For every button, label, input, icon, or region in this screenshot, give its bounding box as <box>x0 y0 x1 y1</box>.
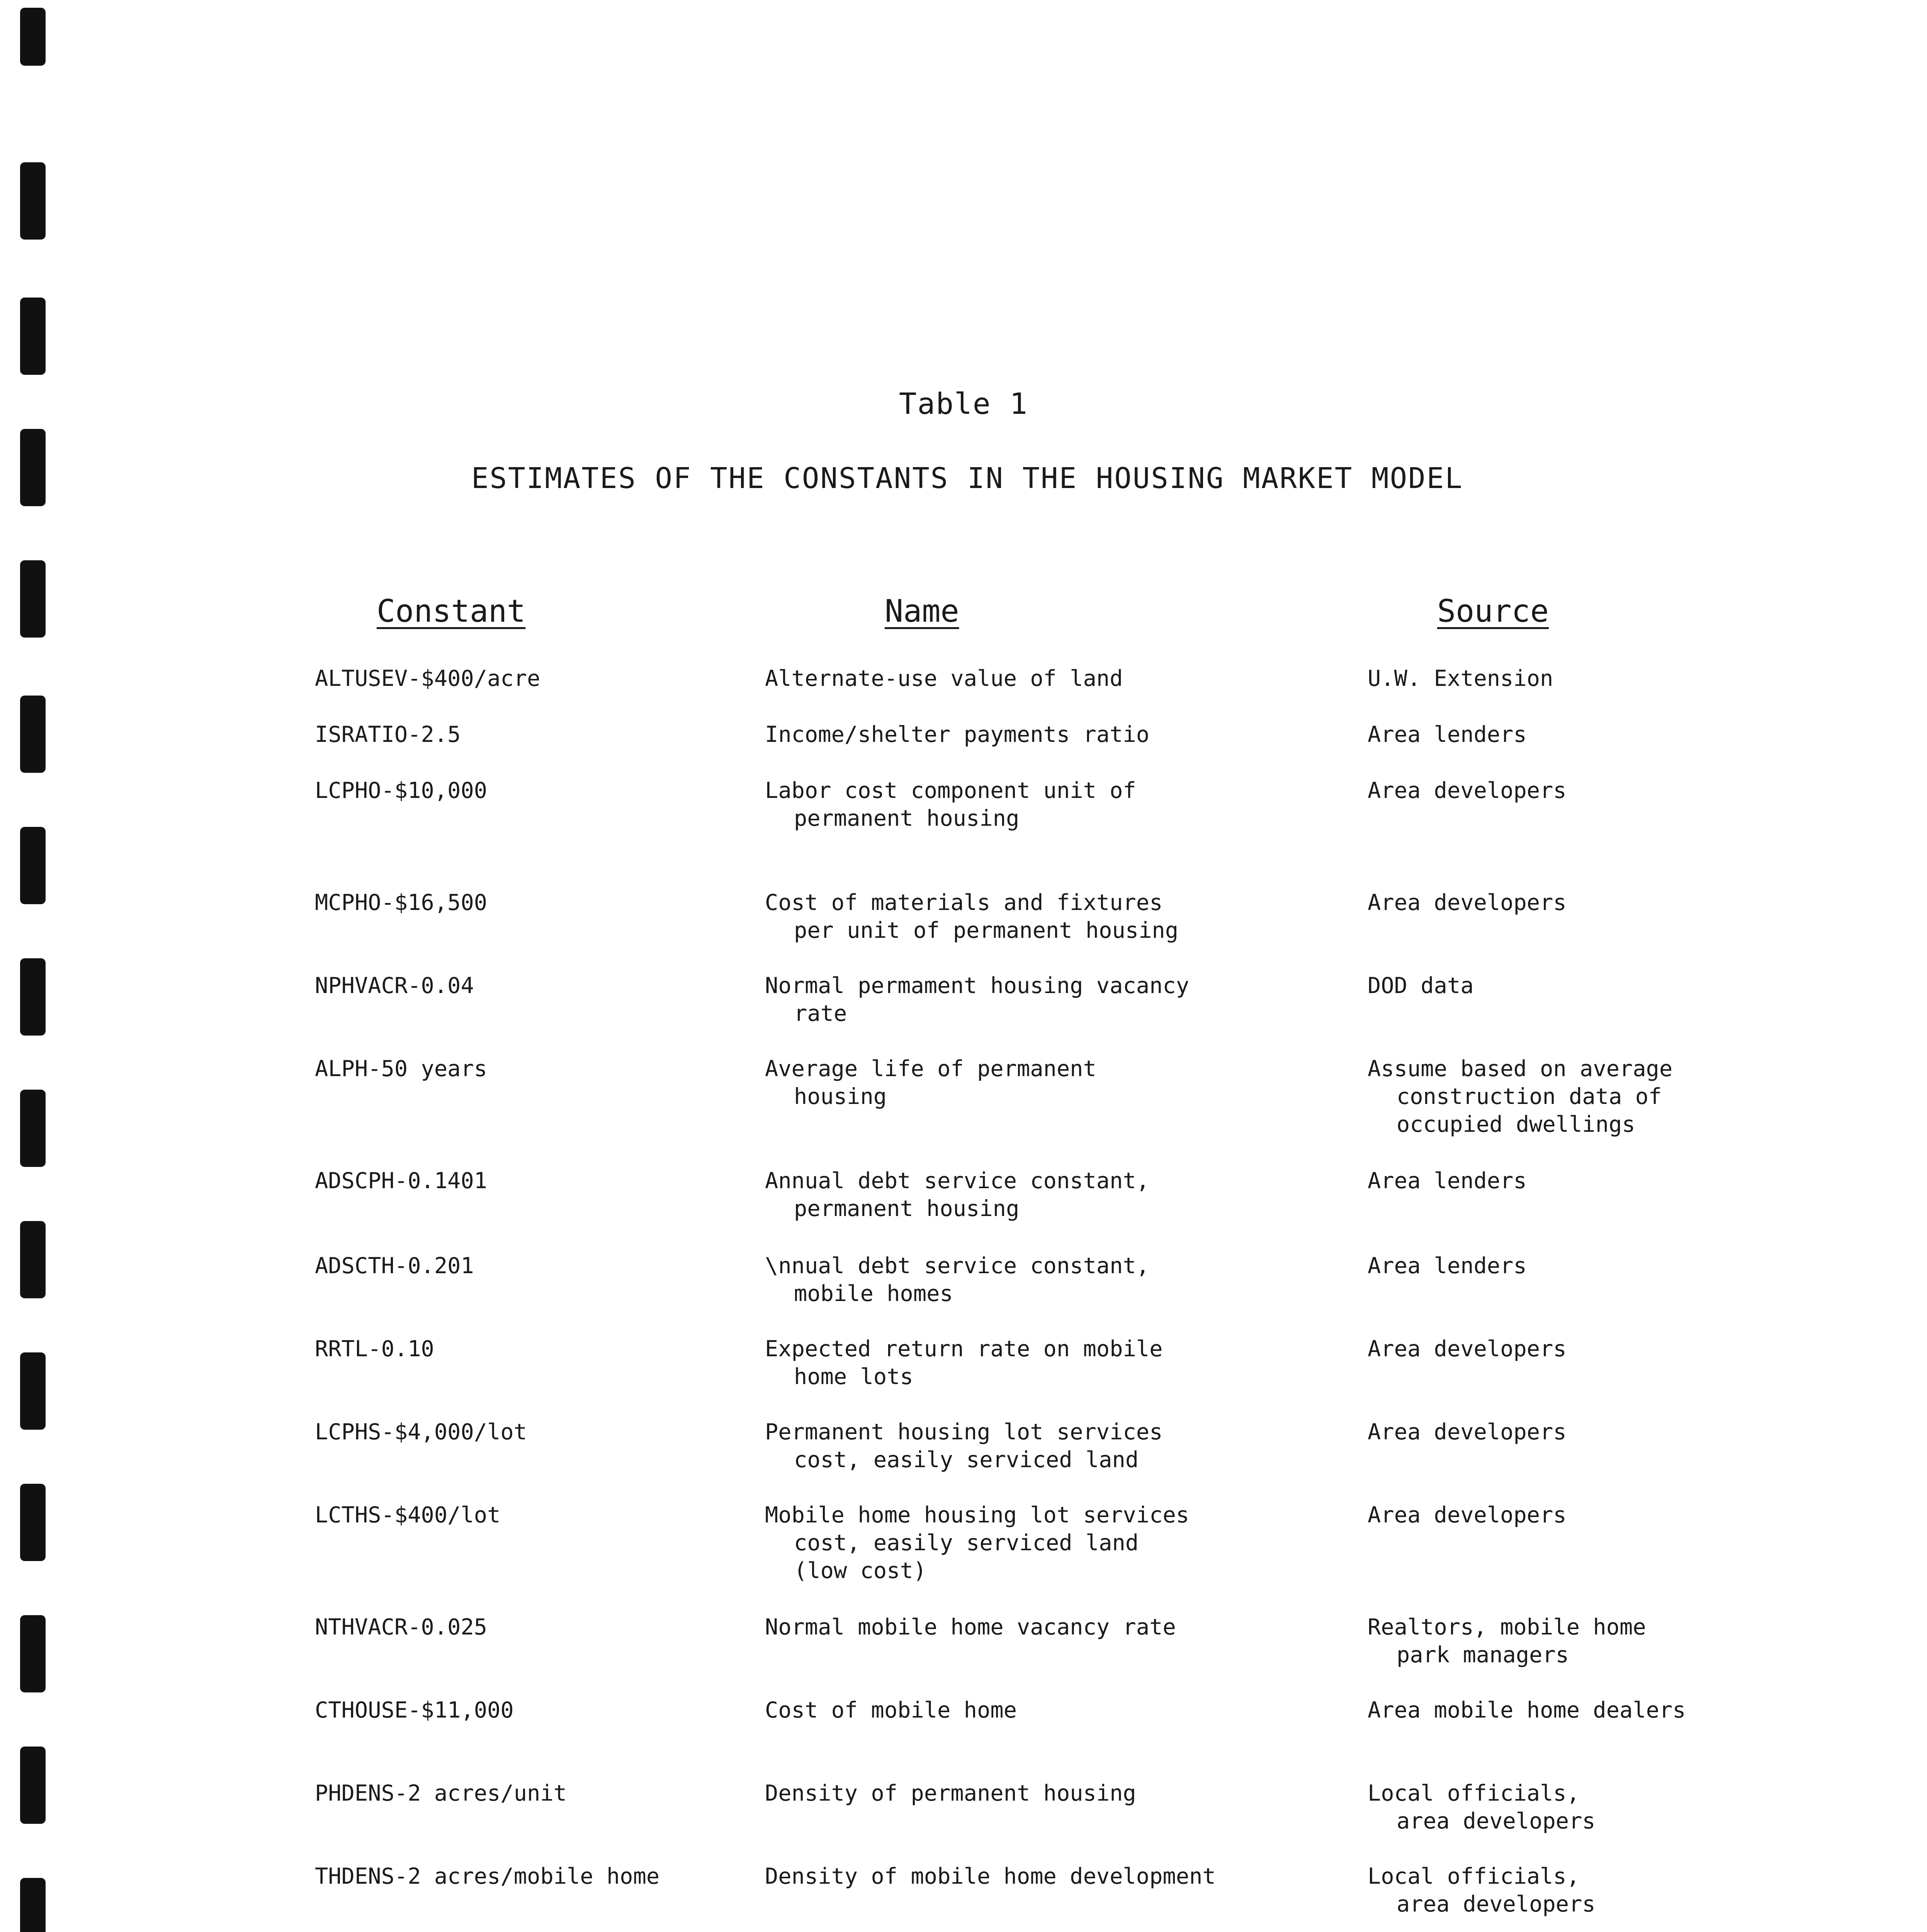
name-line: Permanent housing lot services <box>765 1419 1163 1445</box>
binder-mark <box>20 8 46 66</box>
source-line: Assume based on average <box>1368 1056 1673 1082</box>
name-line: Density of mobile home development <box>765 1864 1216 1889</box>
binder-mark <box>20 1090 46 1167</box>
cell-source <box>1368 1696 1908 1724</box>
binder-mark <box>20 827 46 904</box>
cell-name <box>765 1779 1368 1807</box>
source-line: Area developers <box>1368 778 1567 803</box>
cell-constant: RRTL-0.10 <box>315 1336 434 1362</box>
source-line: Area developers <box>1368 1419 1567 1445</box>
cell-name <box>765 1501 1368 1585</box>
binder-mark <box>20 429 46 506</box>
cell-source <box>1368 1613 1908 1669</box>
name-line: Expected return rate on mobile <box>765 1336 1163 1362</box>
binder-mark <box>20 696 46 773</box>
cell-name <box>765 1167 1368 1223</box>
binder-mark <box>20 958 46 1036</box>
name-line: mobile homes <box>794 1281 953 1306</box>
name-line: cost, easily serviced land <box>794 1530 1139 1556</box>
name-line: housing <box>794 1084 887 1109</box>
cell-source <box>1368 1167 1908 1195</box>
name-line: Mobile home housing lot services <box>765 1502 1190 1528</box>
cell-constant: NPHVACR-0.04 <box>315 973 474 998</box>
cell-name <box>765 1613 1368 1641</box>
name-line: per unit of permanent housing <box>794 918 1179 943</box>
name-line: Density of permanent housing <box>765 1781 1136 1806</box>
cell-name <box>765 1335 1368 1391</box>
name-line: permanent housing <box>794 806 1020 831</box>
cell-name <box>765 1862 1368 1890</box>
source-line: Area mobile home dealers <box>1368 1697 1686 1723</box>
source-line: Area lenders <box>1368 1168 1527 1194</box>
source-line: Area developers <box>1368 1502 1567 1528</box>
name-line: Income/shelter payments ratio <box>765 722 1150 747</box>
binder-mark <box>20 1484 46 1561</box>
name-line: Labor cost component unit of <box>765 778 1136 803</box>
cell-source <box>1368 972 1908 1000</box>
cell-source <box>1368 1252 1908 1280</box>
cell-constant: NTHVACR-0.025 <box>315 1614 488 1640</box>
cell-name <box>765 665 1368 692</box>
name-line: cost, easily serviced land <box>794 1447 1139 1473</box>
cell-constant: ADSCTH-0.201 <box>315 1253 474 1279</box>
binder-mark <box>20 1221 46 1298</box>
name-line: Cost of mobile home <box>765 1697 1017 1723</box>
binder-mark <box>20 1878 46 1932</box>
name-line: Normal permament housing vacancy <box>765 973 1190 998</box>
source-line: occupied dwellings <box>1397 1112 1635 1137</box>
binder-mark <box>20 1352 46 1430</box>
cell-name <box>765 777 1368 832</box>
cell-source <box>1368 1862 1908 1918</box>
table-title: ESTIMATES OF THE CONSTANTS IN THE HOUSING MARKET MODEL <box>471 462 1463 495</box>
cell-constant: THDENS-2 acres/mobile home <box>315 1864 660 1889</box>
name-line: Annual debt service constant, <box>765 1168 1150 1194</box>
cell-name <box>765 1055 1368 1111</box>
name-line: permanent housing <box>794 1196 1020 1221</box>
name-line: Average life of permanent <box>765 1056 1096 1082</box>
cell-source <box>1368 1055 1908 1138</box>
cell-constant: LCTHS-$400/lot <box>315 1502 501 1528</box>
source-line: area developers <box>1397 1808 1596 1834</box>
column-header-source: Source <box>1437 593 1549 629</box>
source-line: Realtors, mobile home <box>1368 1614 1646 1640</box>
source-line: Area lenders <box>1368 722 1527 747</box>
source-line: Area developers <box>1368 890 1567 915</box>
name-line: Alternate-use value of land <box>765 666 1123 691</box>
cell-source <box>1368 1418 1908 1446</box>
name-line: home lots <box>794 1364 913 1389</box>
cell-source <box>1368 665 1908 692</box>
cell-name <box>765 889 1368 944</box>
cell-name <box>765 1252 1368 1308</box>
cell-source <box>1368 889 1908 917</box>
cell-name <box>765 721 1368 748</box>
cell-source <box>1368 777 1908 804</box>
source-line: U.W. Extension <box>1368 666 1553 691</box>
column-header-constant: Constant <box>377 593 526 629</box>
binder-mark <box>20 1615 46 1692</box>
name-line: (low cost) <box>794 1558 927 1583</box>
binder-mark <box>20 560 46 638</box>
source-line: Local officials, <box>1368 1864 1580 1889</box>
source-line: park managers <box>1397 1642 1569 1668</box>
name-line: Cost of materials and fixtures <box>765 890 1163 915</box>
table-label: Table 1 <box>899 386 1028 421</box>
source-line: area developers <box>1397 1891 1596 1917</box>
cell-source <box>1368 1779 1908 1835</box>
source-line: Area lenders <box>1368 1253 1527 1279</box>
cell-constant: LCPHO-$10,000 <box>315 778 488 803</box>
cell-name <box>765 1418 1368 1474</box>
cell-constant: ADSCPH-0.1401 <box>315 1168 488 1194</box>
cell-constant: MCPHO-$16,500 <box>315 890 488 915</box>
binder-mark <box>20 1747 46 1824</box>
source-line: Area developers <box>1368 1336 1567 1362</box>
source-line: Local officials, <box>1368 1781 1580 1806</box>
name-line: rate <box>794 1001 847 1026</box>
cell-constant: PHDENS-2 acres/unit <box>315 1781 567 1806</box>
cell-source <box>1368 1501 1908 1529</box>
cell-name <box>765 1696 1368 1724</box>
source-line: DOD data <box>1368 973 1474 998</box>
cell-constant: ALPH-50 years <box>315 1056 488 1082</box>
cell-constant: LCPHS-$4,000/lot <box>315 1419 527 1445</box>
cell-constant: ISRATIO-2.5 <box>315 722 461 747</box>
name-line: Normal mobile home vacancy rate <box>765 1614 1176 1640</box>
cell-name <box>765 972 1368 1027</box>
name-line: \nnual debt service constant, <box>765 1253 1150 1279</box>
binder-mark <box>20 162 46 240</box>
binder-mark <box>20 298 46 375</box>
cell-source <box>1368 1335 1908 1363</box>
cell-constant: ALTUSEV-$400/acre <box>315 666 540 691</box>
cell-constant: CTHOUSE-$11,000 <box>315 1697 514 1723</box>
column-header-name: Name <box>885 593 959 629</box>
source-line: construction data of <box>1397 1084 1662 1109</box>
cell-source <box>1368 721 1908 748</box>
